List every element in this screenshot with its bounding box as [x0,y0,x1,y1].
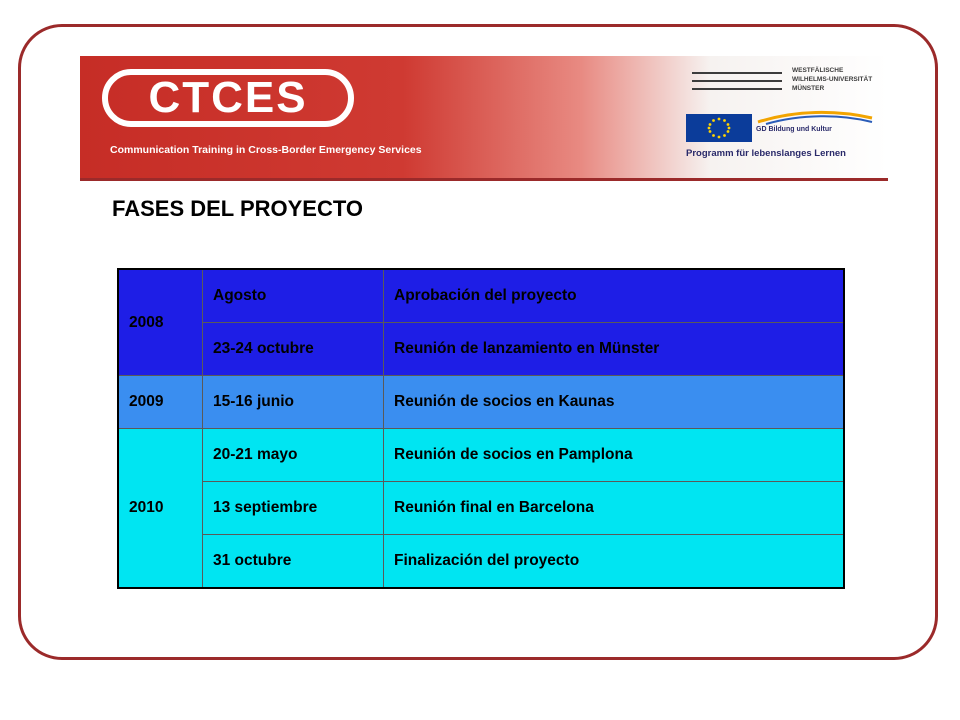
event-cell: Reunión de lanzamiento en Münster [384,323,845,376]
date-cell: 15-16 junio [203,376,384,429]
year-cell-2010: 2010 [118,429,203,589]
date-cell: Agosto [203,269,384,323]
table-row [118,482,844,535]
event-cell: Reunión final en Barcelona [384,482,845,535]
date-cell: 20-21 mayo [203,429,384,482]
tagline: Communication Training in Cross-Border Emergency Services [110,144,422,156]
program-text: Programm für lebenslanges Lernen [686,148,846,159]
event-cell: Finalización del proyecto [384,535,845,589]
university-emblem-lines [692,72,782,96]
banner-underline [80,178,888,181]
date-cell: 31 octubre [203,535,384,589]
table-row [118,323,844,376]
gd-text: GD Bildung und Kultur [756,126,832,133]
event-cell: Reunión de socios en Kaunas [384,376,845,429]
date-cell: 23-24 octubre [203,323,384,376]
project-phases-table [117,268,845,589]
table-row [118,429,844,482]
ctces-logo [102,69,354,127]
lifelong-learning-swoosh-icon [756,108,874,126]
logo-text: CTCES [148,73,308,122]
event-cell: Aprobación del proyecto [384,269,845,323]
page-title: FASES DEL PROYECTO [112,196,364,221]
university-name: WESTFÄLISCHE WILHELMS-UNIVERSITÄT MÜNSTER [792,67,873,92]
table-row [118,376,844,429]
year-cell-2008: 2008 [118,269,203,376]
date-cell: 13 septiembre [203,482,384,535]
university-logo [692,66,882,102]
table-row [118,535,844,589]
year-cell-2009: 2009 [118,376,203,429]
event-cell: Reunión de socios en Pamplona [384,429,845,482]
table-row [118,269,844,323]
header-banner [80,56,888,178]
eu-flag-icon [686,114,752,142]
